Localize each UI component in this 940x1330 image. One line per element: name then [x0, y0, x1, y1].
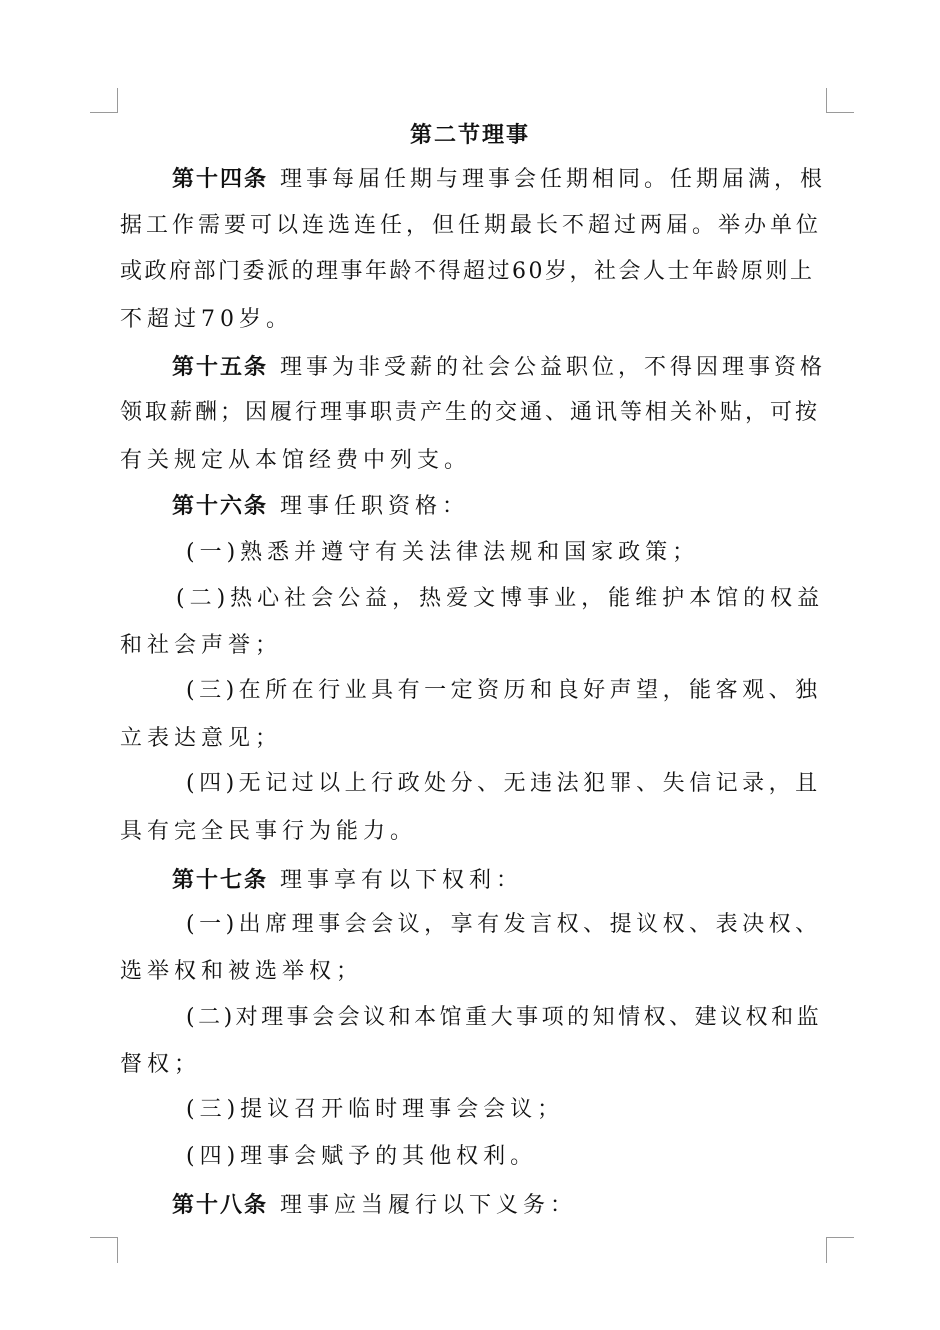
crop-mark-top-left-h — [90, 112, 118, 113]
line-text: 选举权和被选举权； — [120, 959, 364, 984]
paragraph-line — [172, 1190, 577, 1221]
paragraph-line — [186, 1003, 822, 1033]
paragraph-line — [186, 910, 822, 940]
crop-mark-bottom-left-v — [117, 1237, 118, 1263]
line-text: (四)无记过以上行政处分、无违法犯罪、失信记录，且 — [186, 771, 822, 796]
crop-mark-bottom-right-h — [826, 1237, 854, 1238]
paragraph-line — [120, 957, 363, 987]
paragraph-line — [186, 676, 822, 706]
line-text: 或政府部门委派的理事年龄不得超过60岁，社会人士年龄原则上 — [120, 259, 815, 284]
section-heading: 第二节理事 — [409, 122, 530, 148]
line-text: (三)提议召开临时理事会会议； — [186, 1097, 565, 1122]
paragraph-line — [120, 398, 820, 428]
line-text: 理事任职资格： — [280, 494, 470, 519]
paragraph-line — [186, 538, 699, 568]
paragraph-line — [176, 584, 824, 614]
paragraph-line — [120, 1050, 201, 1080]
line-text: (二)热心社会公益，热爱文博事业，能维护本馆的权益 — [176, 586, 825, 611]
line-text: 理事应当履行以下义务： — [280, 1193, 578, 1218]
paragraph-line — [172, 164, 826, 195]
paragraph-line — [120, 724, 282, 754]
line-text: 具有完全民事行为能力。 — [120, 819, 418, 844]
paragraph-line — [172, 491, 469, 522]
line-text: 不超过70岁。 — [120, 307, 293, 332]
paragraph-line — [186, 1142, 537, 1172]
line-text: 有关规定从本馆经费中列支。 — [120, 448, 472, 473]
paragraph-line — [120, 631, 282, 661]
article-label: 第十五条 — [172, 354, 269, 380]
line-text: 立表达意见； — [120, 726, 283, 751]
line-text: (一)出席理事会会议，享有发言权、提议权、表决权、 — [186, 912, 822, 937]
line-text: (一)熟悉并遵守有关法律法规和国家政策； — [186, 540, 700, 565]
paragraph-line — [186, 1095, 564, 1125]
line-text: (四)理事会赋予的其他权利。 — [186, 1144, 538, 1169]
line-text: 据工作需要可以连选连任，但任期最长不超过两届。举办单位 — [120, 213, 823, 238]
line-text: 理事每届任期与理事会任期相同。任期届满，根 — [280, 167, 827, 192]
line-text: 和社会声誉； — [120, 633, 283, 658]
line-text: (二)对理事会会议和本馆重大事项的知情权、建议权和监 — [186, 1005, 823, 1030]
paragraph-line — [120, 211, 822, 241]
article-label: 第十六条 — [172, 493, 269, 519]
crop-mark-bottom-left-h — [90, 1237, 118, 1238]
line-text: 理事为非受薪的社会公益职位，不得因理事资格 — [280, 355, 827, 380]
paragraph-line — [120, 305, 293, 335]
paragraph-line — [120, 257, 815, 287]
paragraph-line — [120, 817, 417, 847]
line-text: 领取薪酬；因履行理事职责产生的交通、通讯等相关补贴，可按 — [120, 400, 821, 425]
line-text: 理事享有以下权利： — [280, 868, 524, 893]
paragraph-line — [120, 446, 471, 476]
paragraph-line — [172, 352, 826, 383]
crop-mark-top-right-v — [826, 88, 827, 112]
crop-mark-top-right-h — [826, 112, 854, 113]
article-label: 第十七条 — [172, 867, 269, 893]
crop-mark-top-left-v — [117, 88, 118, 112]
paragraph-line — [172, 865, 523, 896]
article-label: 第十八条 — [172, 1192, 269, 1218]
line-text: (三)在所在行业具有一定资历和良好声望，能客观、独 — [186, 678, 822, 703]
crop-mark-bottom-right-v — [826, 1237, 827, 1263]
paragraph-line — [186, 769, 822, 799]
line-text: 督权； — [120, 1052, 202, 1077]
article-label: 第十四条 — [172, 166, 269, 192]
